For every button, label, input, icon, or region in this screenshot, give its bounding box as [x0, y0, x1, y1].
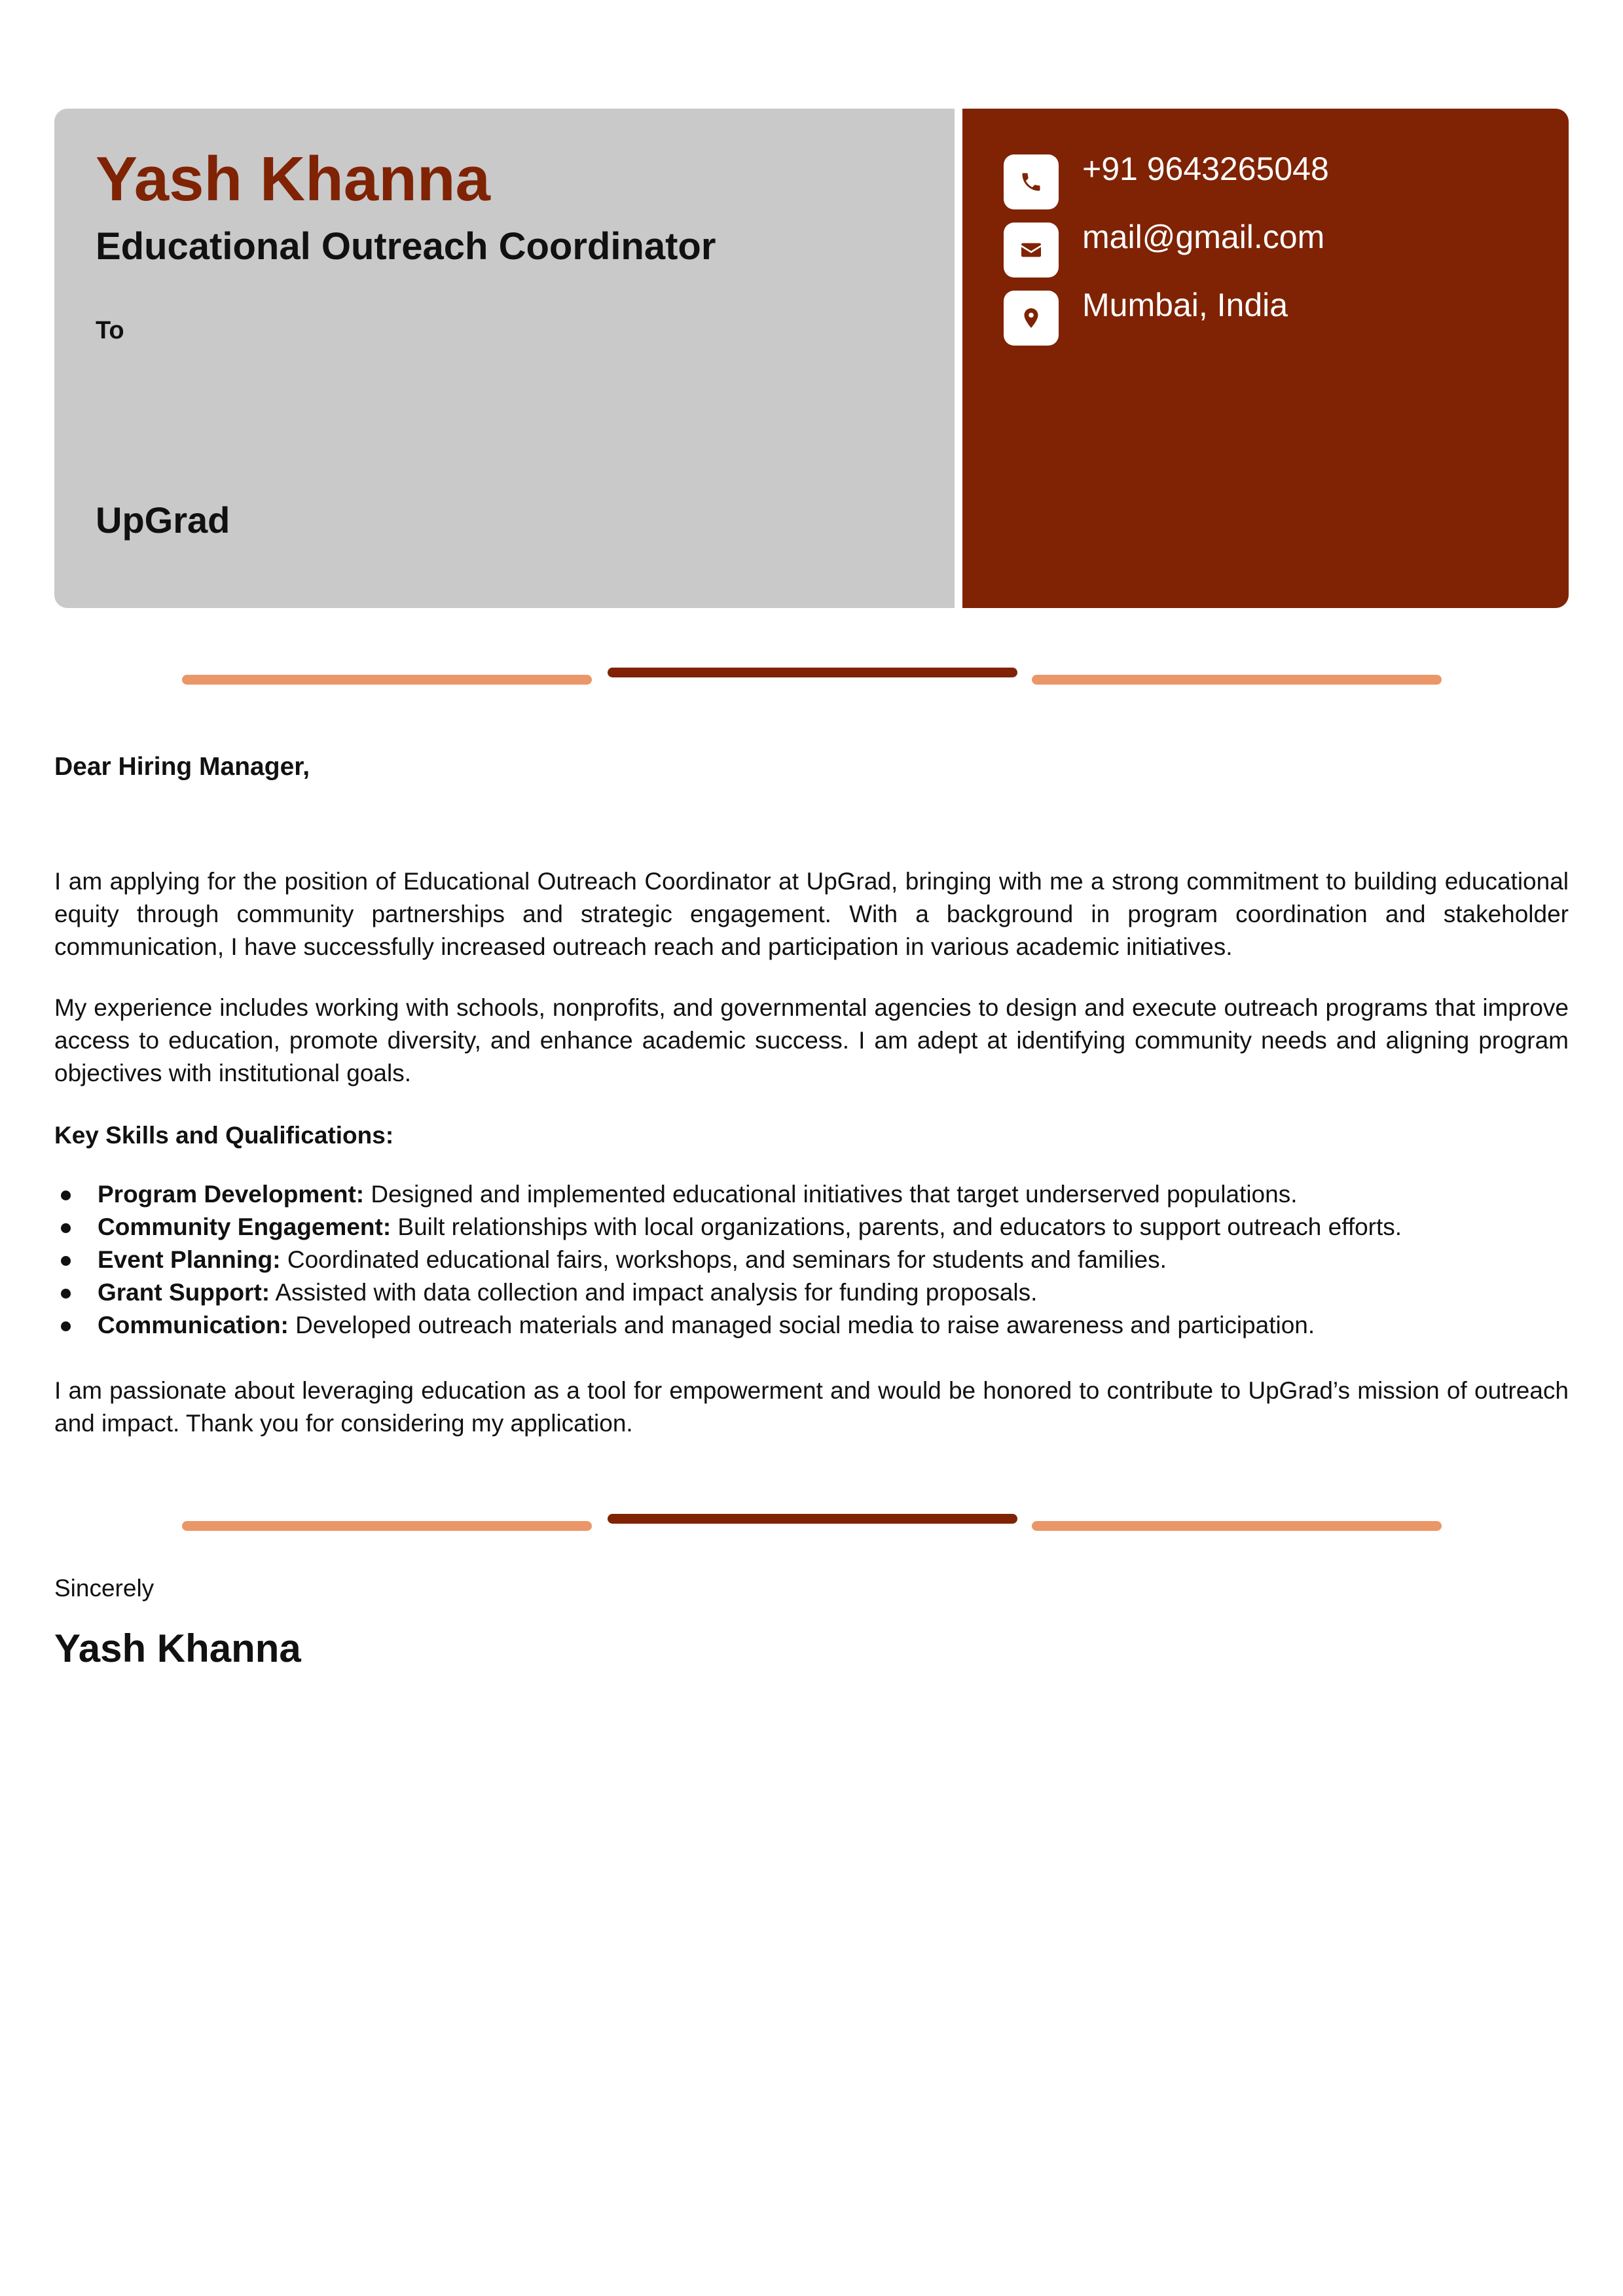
divider-bar-center: [608, 668, 1017, 677]
letter-header: [54, 109, 1569, 608]
bullet-icon: [61, 1289, 71, 1299]
salutation: Dear Hiring Manager,: [54, 753, 310, 781]
skills-heading: Key Skills and Qualifications:: [54, 1122, 394, 1149]
divider-top: [182, 668, 1442, 685]
job-title: Educational Outreach Coordinator: [96, 225, 716, 268]
skill-description: Designed and implemented educational initiatives that target underserved populations.: [364, 1181, 1298, 1208]
closing-phrase: Sincerely: [54, 1575, 155, 1602]
email-text: mail@gmail.com: [1082, 219, 1325, 255]
bullet-icon: [61, 1191, 71, 1200]
divider-bar-center: [608, 1514, 1017, 1524]
list-item: [54, 1309, 1569, 1342]
skill-name: Community Engagement:: [98, 1213, 392, 1240]
paragraph-experience: My experience includes working with schools, nonprofits, and governmental agencies to design and execute outreach programs that improve access to education, promote diversity, and enhance academic success. I am adept at identifying community needs and aligning program objectives with institutional goals.: [54, 994, 1569, 1086]
skill-name: Program Development:: [98, 1181, 365, 1208]
signature-name: Yash Khanna: [54, 1626, 301, 1670]
divider-bar-left: [182, 1521, 592, 1531]
bullet-icon: [61, 1256, 71, 1266]
skill-name: Event Planning:: [98, 1246, 281, 1273]
location-pin-icon: [1004, 291, 1059, 346]
paragraph-intro: I am applying for the position of Educational Outreach Coordinator at UpGrad, bringing with me a strong commitment to building educational equity through community partnerships and strategic engagement. With a background in program coordination and stakeholder communication, I have successfully increased outreach reach and participation in various academic initiatives.: [54, 868, 1569, 960]
skills-list: [54, 1178, 1569, 1342]
phone-text: +91 9643265048: [1082, 151, 1329, 187]
list-item: [54, 1244, 1569, 1276]
skill-description: Developed outreach materials and managed social media to raise awareness and participation.: [288, 1312, 1315, 1338]
list-item: [54, 1276, 1569, 1309]
skill-description: Coordinated educational fairs, workshops, and seminars for students and families.: [280, 1246, 1167, 1273]
contact-location: [1004, 287, 1288, 346]
skill-name: Grant Support:: [98, 1279, 270, 1306]
bullet-icon: [61, 1223, 71, 1233]
applicant-name: Yash Khanna: [96, 144, 490, 214]
divider-bar-right: [1032, 675, 1442, 685]
skill-name: Communication:: [98, 1312, 289, 1338]
contact-phone: [1004, 151, 1329, 209]
location-text: Mumbai, India: [1082, 287, 1288, 323]
skill-description: Assisted with data collection and impact analysis for funding proposals.: [270, 1279, 1038, 1306]
phone-icon: [1004, 154, 1059, 209]
divider-bar-right: [1032, 1521, 1442, 1531]
contact-panel: [962, 109, 1569, 608]
envelope-icon: [1004, 223, 1059, 278]
divider-bar-left: [182, 675, 592, 685]
header-left-panel: [54, 109, 955, 608]
paragraph-closing: I am passionate about leveraging education as a tool for empowerment and would be honored to contribute to UpGrad’s mission of outreach and impact. Thank you for considering my application.: [54, 1377, 1569, 1437]
bullet-icon: [61, 1321, 71, 1331]
list-item: [54, 1178, 1569, 1211]
contact-email: [1004, 219, 1325, 278]
skill-description: Built relationships with local organizations, parents, and educators to support outreach efforts.: [391, 1213, 1402, 1240]
divider-bottom: [182, 1514, 1442, 1531]
to-label: To: [96, 317, 124, 344]
list-item: [54, 1211, 1569, 1244]
recipient-company: UpGrad: [96, 499, 230, 541]
